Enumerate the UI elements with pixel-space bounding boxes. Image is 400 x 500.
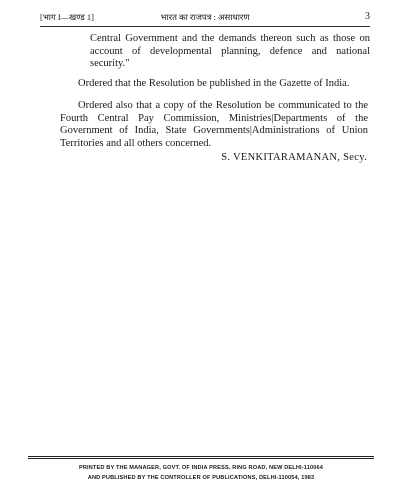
printer-imprint xyxy=(28,463,374,483)
publication-order-paragraph: Ordered that the Resolution be published in the Gazette of India. xyxy=(78,78,350,89)
communication-order-paragraph: Ordered also that a copy of the Resolution be communicated to the Fourth Central Pay Commission, Ministries|Departments of the Government of India, State Governments|Administrations of Union Territories and all others concerned. xyxy=(60,100,368,149)
header-gazette-title: भारत का राजपत्र : असाधारण xyxy=(160,12,250,22)
secretary-signature: S. VENKITARAMANAN, Secy. xyxy=(221,152,367,163)
printer-imprint-line-1: PRINTED BY THE MANAGER, GOVT. OF INDIA PRESS, RING ROAD, NEW DELHI-110064 xyxy=(78,465,324,471)
header-part-section: [भाग I—खण्ड 1] xyxy=(40,12,94,22)
page-header xyxy=(40,10,370,24)
page-number: 3 xyxy=(365,11,370,22)
footer-divider-bottom xyxy=(28,458,374,459)
quoted-resolution-continuation: Central Government and the demands thereon such as those on account of developmental planning, defence and national security." xyxy=(90,33,370,69)
header-divider xyxy=(40,26,370,27)
footer-divider-top xyxy=(28,456,374,457)
printer-imprint-line-2: AND PUBLISHED BY THE CONTROLLER OF PUBLICATIONS, DELHI-110054, 1983 xyxy=(87,475,315,481)
